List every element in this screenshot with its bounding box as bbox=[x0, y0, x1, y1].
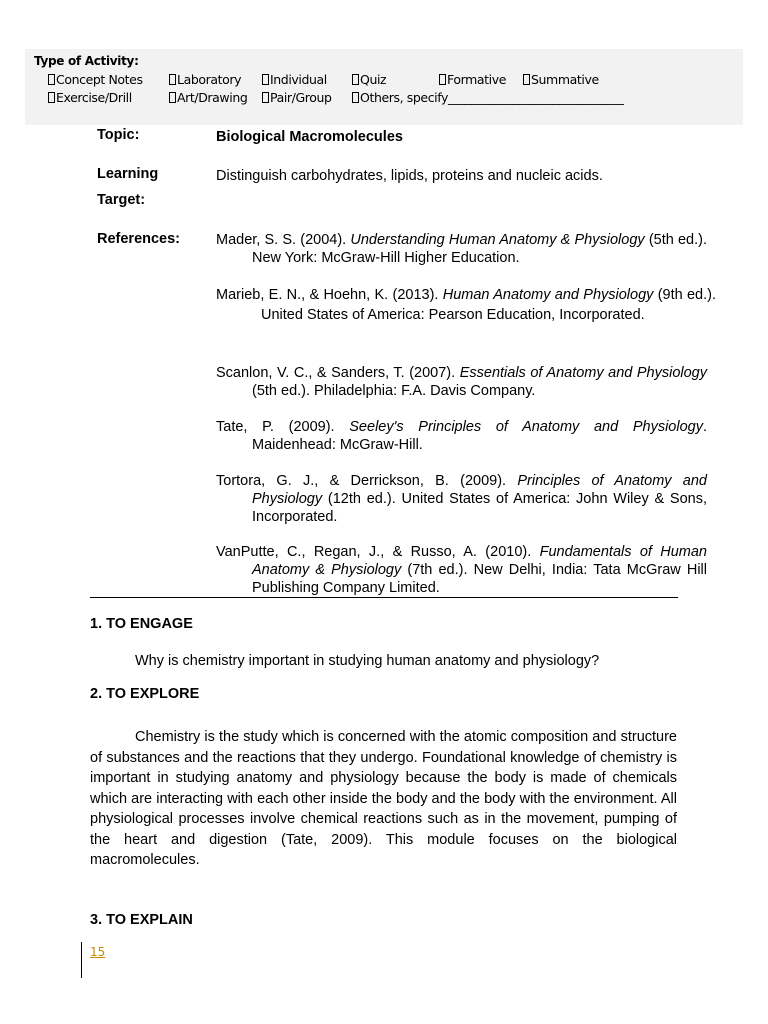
engage-question: Why is chemistry important in studying human anatomy and physiology? bbox=[135, 653, 600, 669]
reference-item: Mader, S. S. (2004). Understanding Human Anatomy & Physiology (5th ed.). New York: McGraw-Hill Higher Education. bbox=[216, 232, 707, 266]
reference-item: Tortora, G. J., & Derrickson, B. (2009). Principles of Anatomy and Physiology (12th ed.). United States of America: John Wiley & Sons, Incorporated. bbox=[216, 473, 707, 525]
reference-item: Tate, P. (2009). Seeley's Principles of Anatomy and Physiology. Maidenhead: McGraw-Hill. bbox=[216, 419, 708, 453]
option-laboratory[interactable]: Laboratory bbox=[169, 72, 241, 87]
option-art-drawing[interactable]: Art/Drawing bbox=[169, 90, 247, 105]
option-concept-notes[interactable]: Concept Notes bbox=[48, 72, 143, 87]
activity-type-title: Type of Activity: bbox=[34, 54, 139, 68]
explain-heading: 3. TO EXPLAIN bbox=[90, 912, 193, 928]
checkbox-icon[interactable] bbox=[352, 92, 359, 103]
checkbox-icon[interactable] bbox=[262, 74, 269, 85]
option-others-specify[interactable]: Others, specify______________________________ bbox=[352, 90, 624, 105]
option-summative[interactable]: Summative bbox=[523, 72, 599, 87]
activity-type-box bbox=[25, 49, 743, 125]
checkbox-icon[interactable] bbox=[48, 74, 55, 85]
explore-heading: 2. TO EXPLORE bbox=[90, 686, 200, 702]
option-quiz[interactable]: Quiz bbox=[352, 72, 386, 87]
engage-heading: 1. TO ENGAGE bbox=[90, 616, 193, 632]
learning-target-label-line1: Learning bbox=[97, 166, 159, 182]
reference-item: Scanlon, V. C., & Sanders, T. (2007). Essentials of Anatomy and Physiology (5th ed.). Philadelphia: F.A. Davis Company. bbox=[216, 365, 707, 399]
checkbox-icon[interactable] bbox=[439, 74, 446, 85]
checkbox-icon[interactable] bbox=[523, 74, 530, 85]
reference-item: Marieb, E. N., & Hoehn, K. (2013). Human Anatomy and Physiology (9th ed.). United States of America: Pearson Education, Incorporated. bbox=[216, 287, 716, 323]
learning-target-value: Distinguish carbohydrates, lipids, proteins and nucleic acids. bbox=[216, 168, 603, 184]
page-number[interactable]: 15 bbox=[90, 945, 106, 959]
topic-label: Topic: bbox=[97, 127, 140, 143]
checkbox-icon[interactable] bbox=[352, 74, 359, 85]
option-individual[interactable]: Individual bbox=[262, 72, 327, 87]
section-divider bbox=[90, 597, 678, 598]
option-exercise-drill[interactable]: Exercise/Drill bbox=[48, 90, 132, 105]
references-label: References: bbox=[97, 231, 181, 247]
topic-value: Biological Macromolecules bbox=[216, 129, 403, 145]
checkbox-icon[interactable] bbox=[48, 92, 55, 103]
checkbox-icon[interactable] bbox=[262, 92, 269, 103]
option-pair-group[interactable]: Pair/Group bbox=[262, 90, 332, 105]
checkbox-icon[interactable] bbox=[169, 92, 176, 103]
explore-paragraph: Chemistry is the study which is concerned with the atomic composition and structure of substances and the reactions that they undergo. Foundational knowledge of chemistry is important in studying anatomy and physiology because the body is made of chemicals which are interacting with each other inside the body and the body with the environment. All physiological processes involve chemical reactions such as in the movement, pumping of the heart and digestion (Tate, 2009). This module focuses on the biological macromolecules. bbox=[90, 729, 677, 868]
checkbox-icon[interactable] bbox=[169, 74, 176, 85]
option-formative[interactable]: Formative bbox=[439, 72, 506, 87]
learning-target-label-line2: Target: bbox=[97, 192, 146, 208]
reference-item: VanPutte, C., Regan, J., & Russo, A. (2010). Fundamentals of Human Anatomy & Physiology (7th ed.). New Delhi, India: Tata McGraw Hill Publishing Company Limited. bbox=[216, 544, 707, 596]
page-number-bar bbox=[81, 942, 82, 978]
